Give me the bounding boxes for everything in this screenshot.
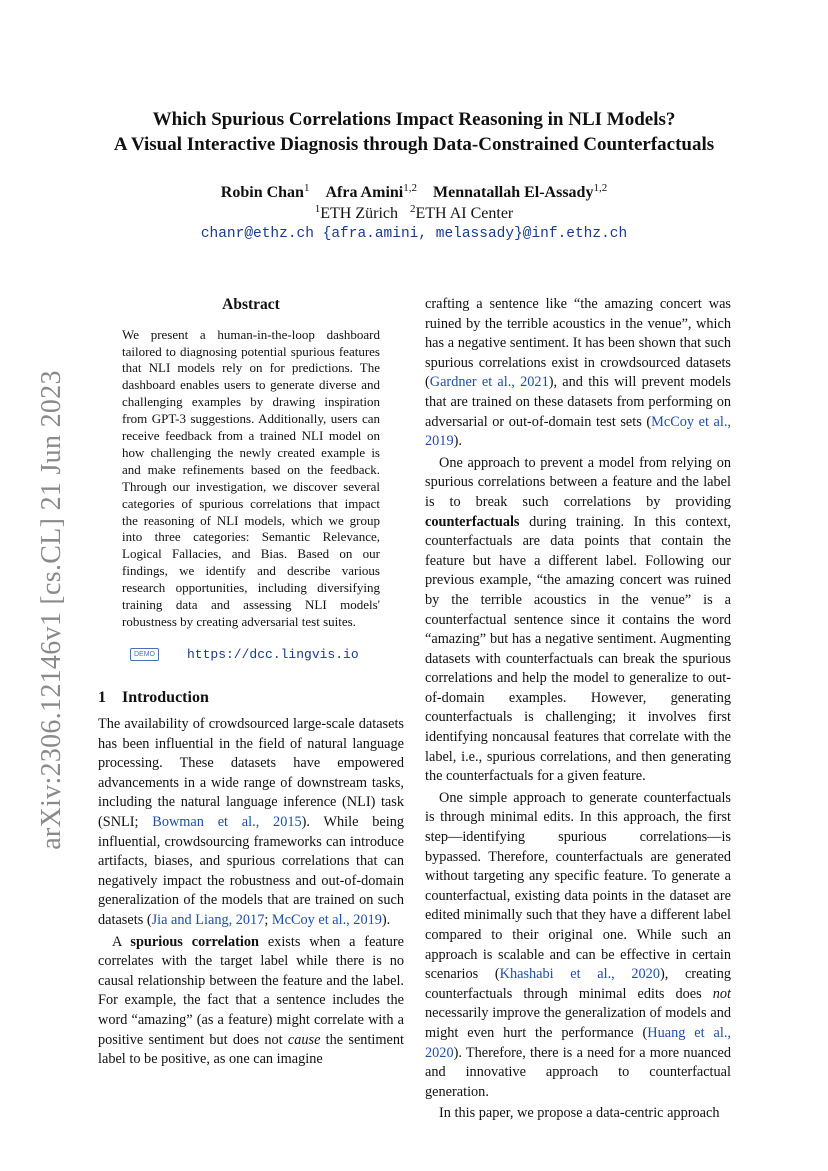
arxiv-identifier-stamp: arXiv:2306.12146v1 [cs.CL] 21 Jun 2023	[36, 370, 67, 850]
author: Robin Chan$^1$	[220, 182, 310, 201]
author-emails[interactable]: chanr@ethz.ch {afra.amini, melassady}@inf.ethz.ch	[200, 226, 628, 242]
demo-badge-icon: DEMO	[130, 648, 159, 661]
affiliation: ETH Zürich	[320, 205, 398, 222]
abstract-heading: Abstract	[222, 296, 280, 313]
author: Afra Amini$^{1,2}$	[325, 182, 417, 201]
title-line-2: A Visual Interactive Diagnosis through Data-Constrained Counterfactuals	[113, 134, 715, 155]
demo-link-row	[130, 645, 404, 665]
title-line-1: Which Spurious Correlations Impact Reasoning in NLI Models?	[152, 109, 676, 130]
body-paragraph: One simple approach to generate counterfactuals is through minimal edits. In this approach, the first step—identifying spurious correlations—is bypassed. Therefore, counterfactuals are generated without targeting any specific feature. To generate a counterfactual, existing data points in the dataset are edited minimally such that they have a different label compared to their original one. While such an approach is scalable and can be effective in certain scenarios (Khashabi et al., 2020), creating counterfactuals through minimal edits does not necessarily improve the generalization of models and might even hurt the performance (Huang et al., 2020). Therefore, there is a need for a more nuanced and innovative approach to counterfactual generation.	[425, 789, 731, 1100]
affiliations: $^1$ETH Zürich $^2$ETH AI Center	[314, 203, 514, 222]
section-heading	[98, 688, 404, 708]
author-names	[80, 182, 748, 203]
body-paragraph: A spurious correlation exists when a feature correlates with the target label while there is no causal relationship between the feature and the label. For example, the fact that a sentence includes the word “amazing” (as a feature) might correlate with a positive sentiment but does not cause the sentiment label to be positive, as one can imagine	[98, 933, 404, 1068]
body-paragraph: crafting a sentence like “the amazing concert was ruined by the terrible acoustics in the venue”, which has a negative sentiment. It has been shown that such spurious correlations exist in crowdsourced datasets (Gardner et al., 2021), and this will prevent models that are trained on these datasets from performing on adversarial or out-of-domain test sets (McCoy et al., 2019).	[425, 296, 732, 450]
section-title: Introduction	[122, 688, 209, 706]
citation-link[interactable]: Gardner et al., 2021	[429, 374, 549, 391]
citation-link[interactable]: Huang et al., 2020	[425, 1024, 731, 1061]
body-paragraph: The availability of crowdsourced large-scale datasets has been influential in the field of natural language processing. These datasets have empowered advancements in a wide range of downstream tasks, including the natural language inference (NLI) task (SNLI; Bowman et al., 2015). While being influential, crowdsourcing frameworks can introduce artifacts, biases, and spurious correlations that can negatively impact the robustness and out-of-domain generalization of the models that are trained on such datasets (Jia and Liang, 2017; McCoy et al., 2019).	[98, 716, 404, 929]
paper-title	[80, 107, 748, 157]
author-block	[80, 182, 748, 245]
body-paragraph: In this paper, we propose a data-centric approach	[439, 1105, 720, 1122]
section-number: 1	[98, 688, 106, 706]
citation-link[interactable]: McCoy et al., 2019	[271, 912, 382, 929]
affiliation: ETH AI Center	[415, 205, 514, 222]
author: Mennatallah El-Assady$^{1,2}$	[432, 182, 608, 201]
left-column	[98, 295, 404, 1070]
citation-link[interactable]: Bowman et al., 2015	[152, 814, 302, 831]
citation-link[interactable]: Khashabi et al., 2020	[499, 966, 660, 983]
right-column	[425, 295, 731, 1124]
citation-link[interactable]: McCoy et al., 2019	[425, 413, 732, 450]
citation-link[interactable]: Jia and Liang, 2017	[151, 912, 265, 929]
body-paragraph: One approach to prevent a model from relying on spurious correlations between a feature and the label is to break such correlations by providing counterfactuals during training. In this context, counterfactuals are data points that contain the feature but have a different label. Following our previous example, “the amazing concert was ruined by the terrible acoustics in the venue” is a counterfactual sentence since it contains the word “amazing” but has a negative sentiment. Augmenting datasets with counterfactuals can break the spurious correlations and help the model to generalize to out-of-domain examples. However, generating counterfactuals is challenging; it involves first identifying noncausal features that correlate with the label, i.e., spurious correlations, and then generating the counterfactuals for a given feature.	[425, 454, 731, 785]
demo-url-link[interactable]: https://dcc.lingvis.io	[187, 646, 359, 662]
abstract-body: We present a human-in-the-loop dashboard tailored to diagnosing potential spurious features that NLI models rely on for predictions. The dashboard enables users to generate diverse and challenging examples by drawing inspiration from GPT-3 suggestions. Additionally, users can receive feedback from a trained NLI model on how challenging the newly created example is and make refinements based on the feedback. Through our investigation, we discover several categories of spurious correlations that impact the reasoning of NLI models, which we group into three categories: Semantic Relevance, Logical Fallacies, and Bias. Based on our findings, we identify and describe various research opportunities, including diversifying training data and assessing NLI models' robustness by creating adversarial test suites.	[122, 326, 380, 629]
